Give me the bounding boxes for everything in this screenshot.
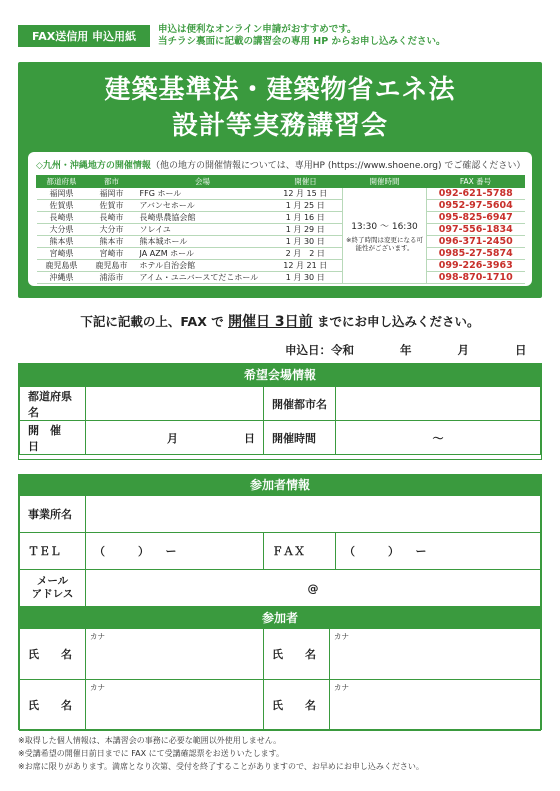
schedule-header-row — [37, 176, 525, 188]
date-cell: 12 月 21 日 — [269, 260, 343, 272]
date-cell: 1 月 30 日 — [269, 236, 343, 248]
fax-number-cell: 095-825-6947 — [427, 212, 525, 224]
venue-form — [19, 386, 541, 455]
event-date-field[interactable]: 月 日 — [86, 421, 264, 455]
name-label-1: 氏 名 — [20, 629, 86, 680]
city-cell: 宮崎市 — [87, 248, 137, 260]
participants-section — [18, 607, 542, 730]
venue-cell: ホテル自治会館 — [137, 260, 269, 272]
schedule-panel — [28, 152, 532, 286]
date-cell: 1 月 16 日 — [269, 212, 343, 224]
note-privacy: ※取得した個人情報は、本講習会の事務に必要な範囲以外使用しません。 — [18, 736, 282, 745]
schedule-title: ◇九州・沖縄地方の開催情報 — [36, 161, 151, 171]
fax-number-cell: 0985-27-5874 — [427, 248, 525, 260]
name-label-3: 氏 名 — [20, 680, 86, 731]
schedule-column-header: 都道府県 — [37, 176, 87, 188]
schedule-body — [37, 188, 525, 284]
tel-field[interactable]: （ ） ー — [86, 533, 264, 570]
city-cell: 福岡市 — [87, 188, 137, 200]
fax-label: ＦＡＸ — [264, 533, 336, 570]
fax-number-cell: 092-621-5788 — [427, 188, 525, 200]
schedule-row — [37, 224, 525, 236]
prefecture-cell: 宮崎県 — [37, 248, 87, 260]
venue-section — [18, 363, 542, 460]
schedule-row — [37, 188, 525, 200]
office-field[interactable] — [86, 496, 541, 533]
note-confirmation: ※受講希望の開催日前日までに FAX にて受講確認票をお送りいたします。 — [18, 749, 284, 758]
venue-cell: FFG ホール — [137, 188, 269, 200]
schedule-row — [37, 212, 525, 224]
kana-label: カナ — [90, 683, 105, 692]
prefecture-field[interactable] — [86, 387, 264, 421]
page-title — [18, 72, 542, 144]
participant-info-form — [19, 495, 541, 607]
city-cell: 鹿児島市 — [87, 260, 137, 272]
instruction-pre: 下記に記載の上、FAX で — [80, 314, 224, 329]
city-cell: 大分市 — [87, 224, 137, 236]
kana-label: カナ — [334, 632, 349, 641]
fax-number-cell: 097-556-1834 — [427, 224, 525, 236]
schedule-table — [36, 175, 525, 284]
name-field-4[interactable] — [330, 680, 541, 731]
deadline-highlight: 開催日 3日前 — [228, 314, 313, 330]
venue-cell: アイム・ユニバースてだこホール — [137, 272, 269, 284]
prefecture-cell: 福岡県 — [37, 188, 87, 200]
schedule-subtitle: （他の地方の開催情報については、専用HP (https://www.shoene.org) でご確認ください） — [150, 161, 526, 171]
venue-cell: 熊本城ホール — [137, 236, 269, 248]
note-line-2: 当チラシ裏面に記載の講習会の専用 HP からお申し込みください。 — [158, 36, 446, 47]
email-label-2: アドレス — [31, 588, 74, 600]
schedule-heading — [36, 158, 524, 171]
date-cell: 12 月 15 日 — [269, 188, 343, 200]
hero-banner — [18, 62, 542, 298]
footer-notes — [18, 734, 424, 773]
prefecture-cell: 沖縄県 — [37, 272, 87, 284]
fax-number-cell: 096-371-2450 — [427, 236, 525, 248]
participants-form — [19, 628, 541, 731]
city-cell: 浦添市 — [87, 272, 137, 284]
name-label-2: 氏 名 — [264, 629, 330, 680]
prefecture-cell: 熊本県 — [37, 236, 87, 248]
name-field-1[interactable] — [86, 629, 264, 680]
name-label-4: 氏 名 — [264, 680, 330, 731]
venue-cell: ソレイユ — [137, 224, 269, 236]
email-label — [20, 570, 86, 607]
time-cell — [343, 188, 427, 284]
venue-cell: JA AZM ホール — [137, 248, 269, 260]
participant-info-section — [18, 474, 542, 607]
email-label-1: メール — [36, 575, 69, 587]
fax-number-cell: 099-226-3963 — [427, 260, 525, 272]
city-cell: 長崎市 — [87, 212, 137, 224]
prefecture-cell: 大分県 — [37, 224, 87, 236]
email-field[interactable]: @ — [86, 570, 541, 607]
schedule-row — [37, 248, 525, 260]
date-cell: 1 月 29 日 — [269, 224, 343, 236]
date-cell: 1 月 30 日 — [269, 272, 343, 284]
office-label: 事業所名 — [20, 496, 86, 533]
schedule-row — [37, 236, 525, 248]
tel-label: ＴＥＬ — [20, 533, 86, 570]
time-range: 13:30 ～ 16:30 — [351, 222, 418, 232]
fax-form-tag: FAX送信用 申込用紙 — [18, 25, 150, 47]
fax-field[interactable]: （ ） ー — [336, 533, 541, 570]
city-label: 開催都市名 — [264, 387, 336, 421]
name-field-2[interactable] — [330, 629, 541, 680]
note-line-1: 申込は便利なオンライン申請がおすすめです。 — [158, 24, 357, 35]
kana-label: カナ — [334, 683, 349, 692]
event-time-field[interactable]: ～ — [336, 421, 541, 455]
prefecture-cell: 長崎県 — [37, 212, 87, 224]
event-time-label: 開催時間 — [264, 421, 336, 455]
fax-number-cell: 0952-97-5604 — [427, 200, 525, 212]
prefecture-cell: 鹿児島県 — [37, 260, 87, 272]
online-application-note — [158, 24, 446, 48]
date-cell: 2 月 2 日 — [269, 248, 343, 260]
date-cell: 1 月 25 日 — [269, 200, 343, 212]
application-date[interactable]: 申込日：令和 年 月 日 — [285, 343, 527, 357]
schedule-column-header: 開催日 — [269, 176, 343, 188]
city-field[interactable] — [336, 387, 541, 421]
top-bar — [18, 10, 542, 46]
event-date-label: 開 催 日 — [20, 421, 86, 455]
schedule-row — [37, 272, 525, 284]
instruction-post: までにお申し込みください。 — [317, 314, 480, 329]
title-line-2: 設計等実務講習会 — [171, 111, 388, 141]
prefecture-cell: 佐賀県 — [37, 200, 87, 212]
schedule-row — [37, 260, 525, 272]
note-capacity: ※お席に限りがあります。満席となり次第、受付を終了することがありますので、お早めにお申し込みください。 — [18, 762, 424, 771]
schedule-row — [37, 200, 525, 212]
schedule-column-header: 都市 — [87, 176, 137, 188]
time-note: ※終了時間は変更になる可能性がございます。 — [346, 236, 423, 252]
venue-section-title: 希望会場情報 — [19, 364, 541, 386]
schedule-column-header: 開催時間 — [343, 176, 427, 188]
venue-cell: アバンセホール — [137, 200, 269, 212]
city-cell: 佐賀市 — [87, 200, 137, 212]
participant-info-title: 参加者情報 — [19, 475, 541, 495]
participants-title: 参加者 — [19, 608, 541, 628]
schedule-column-header: FAX 番号 — [427, 176, 525, 188]
schedule-column-header: 会場 — [137, 176, 269, 188]
fax-instruction — [0, 311, 560, 331]
title-line-1: 建築基準法・建築物省エネ法 — [104, 75, 456, 105]
prefecture-label: 都道府県名 — [20, 387, 86, 421]
fax-number-cell: 098-870-1710 — [427, 272, 525, 284]
venue-cell: 長崎県農協会館 — [137, 212, 269, 224]
kana-label: カナ — [90, 632, 105, 641]
city-cell: 熊本市 — [87, 236, 137, 248]
name-field-3[interactable] — [86, 680, 264, 731]
